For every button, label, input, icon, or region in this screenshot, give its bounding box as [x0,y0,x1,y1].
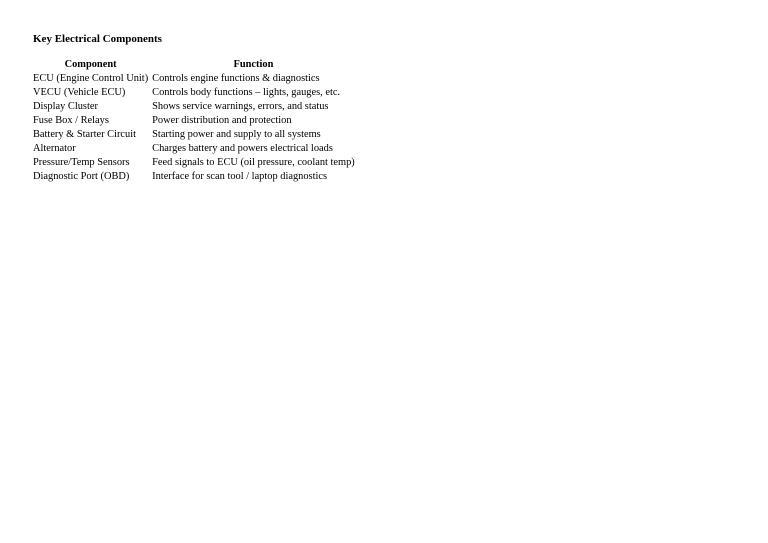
document-title: Key Electrical Components [33,33,162,45]
table-row [31,100,357,114]
function-cell: Shows service warnings, errors, and status [152,101,329,112]
table-header-row [31,58,357,72]
function-cell: Feed signals to ECU (oil pressure, coolant temp) [152,157,355,168]
function-cell: Charges battery and powers electrical loads [152,143,333,154]
component-cell: Battery & Starter Circuit [33,129,137,140]
function-cell: Interface for scan tool / laptop diagnostics [152,171,328,182]
component-cell: ECU (Engine Control Unit) [33,73,149,84]
component-cell: Pressure/Temp Sensors [33,157,130,168]
component-cell: Display Cluster [33,101,98,112]
function-cell: Starting power and supply to all systems [152,129,321,140]
table-row [31,142,357,156]
function-cell: Controls engine functions & diagnostics [152,73,320,84]
function-cell: Controls body functions – lights, gauges, etc. [152,87,341,98]
table-row [31,86,357,100]
component-cell: Fuse Box / Relays [33,115,109,126]
column-header-function: Function [233,59,274,70]
table-row [31,128,357,142]
component-cell: VECU (Vehicle ECU) [33,87,126,98]
function-cell: Power distribution and protection [152,115,292,126]
table-header [31,58,357,72]
table-row [31,170,357,184]
component-cell: Alternator [33,143,76,154]
table-row [31,72,357,86]
table-row [31,114,357,128]
component-cell: Diagnostic Port (OBD) [33,171,130,182]
components-table [31,58,357,184]
table-row [31,156,357,170]
column-header-component: Component [64,59,117,70]
table-body [31,72,357,184]
